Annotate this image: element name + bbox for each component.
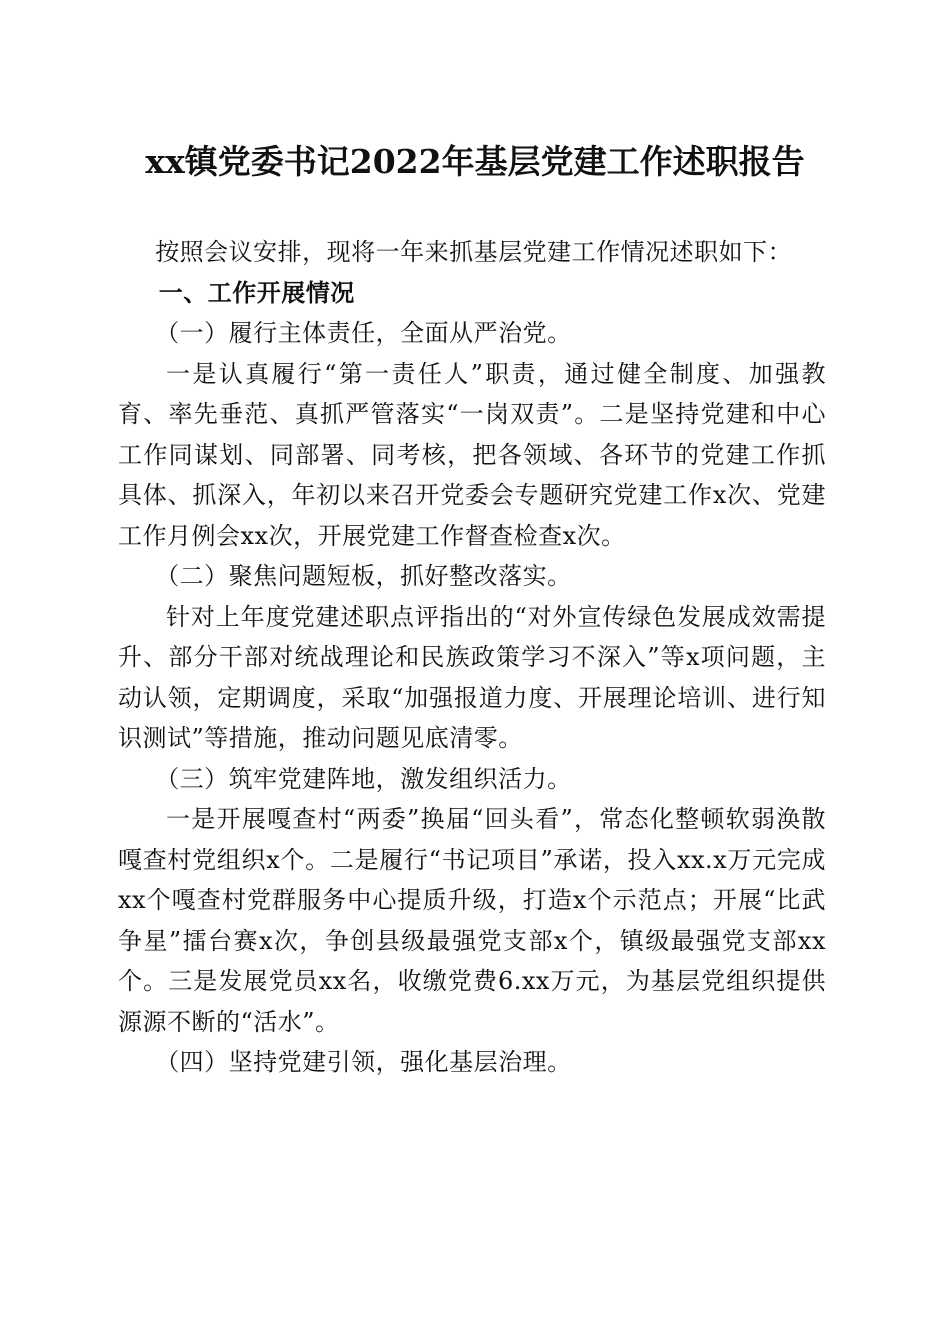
subsection-body-1: 一是认真履行“第一责任人”职责，通过健全制度、加强教育、率先垂范、真抓严管落实“一岗双责”。二是坚持党建和中心工作同谋划、同部署、同考核，把各领域、各环节的党建工作抓具体、抓深入，年初以来召开党委会专题研究党建工作x次、党建工作月例会xx次，开展党建工作督查检查x次。 [118,359,826,550]
subsection-heading-1: （一）履行主体责任，全面从严治党。 [155,319,572,347]
subsection-heading-2: （二）聚焦问题短板，抓好整改落实。 [155,562,572,590]
subsection-heading-3: （三）筑牢党建阵地，激发组织活力。 [155,764,572,793]
subsection-body-3: 一是开展嘎查村“两委”换届“回头看”，常态化整顿软弱涣散嘎查村党组织x个。二是履行“书记项目”承诺，投入xx.x万元完成xx个嘎查村党群服务中心提质升级，打造x个示范点；开展“比武争星”擂台赛x次，争创县级最强党支部x个，镇级最强党支部xx个。三是发展党员xx名，收缴党费6.xx万元，为基层党组织提供源源不断的“活水”。 [118,805,826,1036]
document-body [118,232,826,1083]
intro-paragraph: 按照会议安排，现将一年来抓基层党建工作情况述职如下： [155,238,793,266]
section-heading-1: 一、工作开展情况 [158,278,355,307]
subsection-body-2: 针对上年度党建述职点评指出的“对外宣传绿色发展成效需提升、部分干部对统战理论和民族政策学习不深入”等x项问题，主动认领，定期调度，采取“加强报道力度、开展理论培训、进行知识测试”等措施，推动问题见底清零。 [118,602,826,752]
document-title: xx镇党委书记2022年基层党建工作述职报告 [145,142,805,181]
subsection-heading-4: （四）坚持党建引领，强化基层治理。 [155,1048,572,1076]
